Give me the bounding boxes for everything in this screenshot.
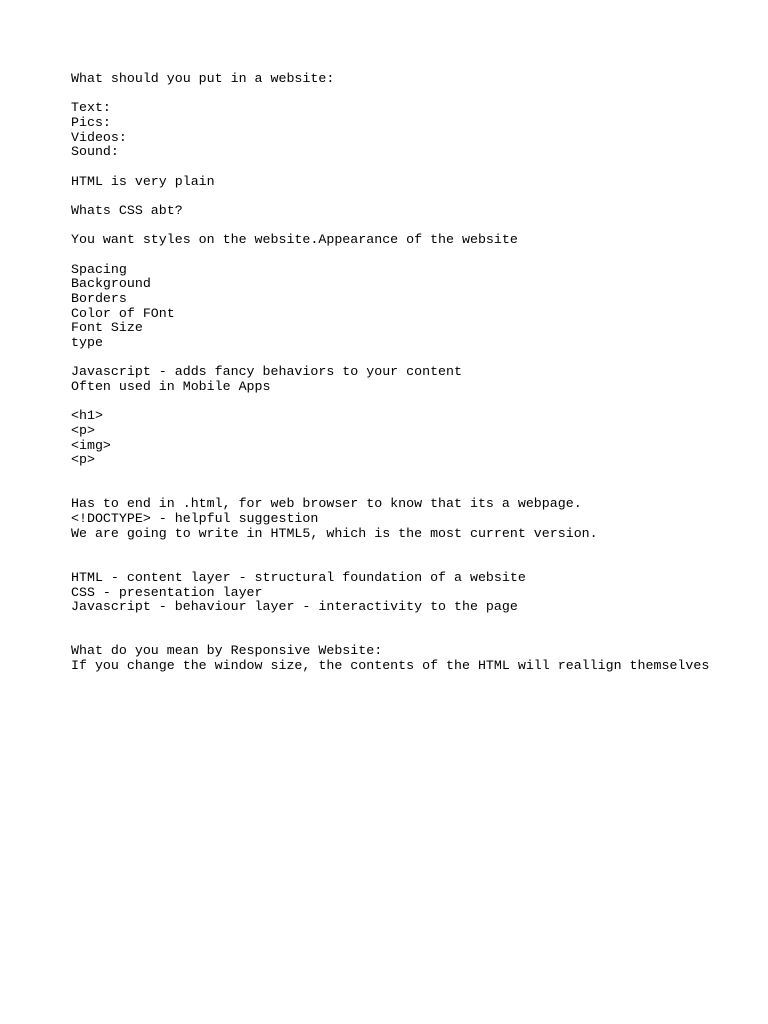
text-line: Sound:: [71, 144, 119, 160]
blank-line: [71, 630, 751, 645]
text-line: CSS - presentation layer: [71, 584, 263, 600]
text-line: HTML - content layer - structural foundation of a website: [71, 569, 526, 585]
text-line: Whats CSS abt?: [71, 203, 183, 219]
text-line: Borders: [71, 291, 127, 307]
blank-line: [71, 542, 751, 557]
blank-line: [71, 468, 751, 483]
text-line: Spacing: [71, 261, 127, 277]
blank-line: [71, 351, 751, 366]
blank-line: [71, 395, 751, 410]
text-line: HTML is very plain: [71, 173, 215, 189]
blank-line: [71, 615, 751, 630]
text-line: Font Size: [71, 320, 143, 336]
text-line: <p>: [71, 423, 95, 439]
text-line: Javascript - adds fancy behaviors to your content: [71, 364, 462, 380]
text-line: <p>: [71, 452, 95, 468]
text-line: You want styles on the website.Appearance of the website: [71, 232, 518, 248]
text-line: Has to end in .html, for web browser to know that its a webpage.: [71, 496, 582, 512]
text-line: <h1>: [71, 408, 103, 424]
text-line: Often used in Mobile Apps: [71, 379, 271, 395]
text-line: Javascript - behaviour layer - interactivity to the page: [71, 599, 518, 615]
text-line: Background: [71, 276, 151, 292]
text-line: <img>: [71, 437, 111, 453]
text-line: Pics:: [71, 115, 111, 131]
blank-line: [71, 483, 751, 498]
blank-line: [71, 219, 751, 234]
text-line: <!DOCTYPE> - helpful suggestion: [71, 511, 319, 527]
text-line: What should you put in a website:: [71, 71, 335, 86]
blank-line: [71, 87, 751, 102]
text-line: Videos:: [71, 129, 127, 145]
text-line: Color of FOnt: [71, 305, 175, 321]
blank-line: [71, 556, 751, 571]
blank-line: [71, 189, 751, 204]
text-line: type: [71, 335, 103, 351]
document-body: [71, 72, 751, 674]
text-line: If you change the window size, the contents of the HTML will reallign themselves: [71, 657, 710, 673]
text-line: What do you mean by Responsive Website:: [71, 643, 383, 659]
text-line: Text:: [71, 100, 111, 116]
text-line: We are going to write in HTML5, which is the most current version.: [71, 525, 598, 541]
blank-line: [71, 160, 751, 175]
blank-line: [71, 248, 751, 263]
